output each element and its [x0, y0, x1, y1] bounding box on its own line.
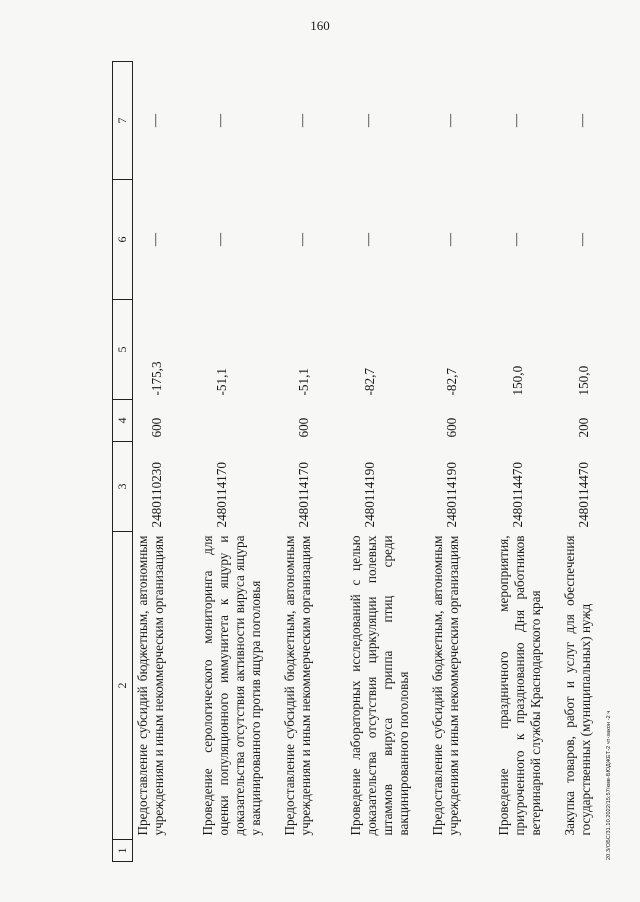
footer-code-text: 20.3/ОБС/31.10.2022/15:57/кмв-БЮДЖЕТ-2 чт-закон -2 ч [606, 710, 612, 860]
row-col7: — [442, 113, 458, 128]
row-code: 2480114470 [576, 462, 592, 528]
row-name: Проведение лабораторных исследований с целью доказательства отсутствия циркуляции полевых штаммов вируса гриппа птиц среди вакцинированного поголовья [348, 535, 412, 836]
row-value: 150,0 [510, 365, 526, 396]
row-value: -82,7 [362, 368, 378, 396]
row-col7: — [360, 113, 376, 128]
col-header-1: 1 [113, 840, 133, 862]
row-col6: — [574, 232, 590, 247]
row-col7: — [294, 113, 310, 128]
col-header-3: 3 [113, 442, 133, 532]
table-row [494, 62, 560, 862]
row-col7: — [574, 113, 590, 128]
table-row [280, 62, 346, 862]
row-number [494, 840, 560, 862]
col-header-4: 4 [113, 400, 133, 442]
document-footer-code [606, 520, 620, 860]
page-number: 160 [310, 18, 330, 33]
row-col6: — [442, 232, 458, 247]
row-col6: — [360, 232, 376, 247]
table-row [132, 62, 198, 862]
row-code: 2480114190 [444, 462, 460, 528]
table-row [346, 62, 428, 862]
row-value: -175,3 [148, 361, 164, 396]
row-code: 2480114170 [214, 462, 230, 528]
row-col6: — [508, 232, 524, 247]
row-type: 600 [148, 417, 164, 438]
row-number [346, 840, 428, 862]
row-col7: — [212, 113, 228, 128]
row-col7: — [146, 113, 162, 128]
budget-table [112, 62, 602, 862]
row-number [280, 840, 346, 862]
row-col6: — [294, 232, 310, 247]
row-type: 600 [444, 417, 460, 438]
row-number [560, 840, 610, 862]
row-value: -51,1 [214, 368, 230, 396]
row-name: Предоставление субсидий бюджетным, автономным учреждениям и иным некоммерческим организациям [430, 535, 462, 836]
row-code: 2480114170 [296, 462, 312, 528]
table-row [560, 62, 610, 862]
row-name: Предоставление субсидий бюджетным, автономным учреждениям и иным некоммерческим организациям [282, 535, 314, 836]
row-number [132, 840, 198, 862]
row-type: 600 [296, 417, 312, 438]
row-value: -51,1 [296, 368, 312, 396]
header-row [113, 62, 133, 862]
row-col6: — [212, 232, 228, 247]
col-header-5: 5 [113, 300, 133, 400]
row-name: Закупка товаров, работ и услуг для обеспечения государственных (муниципальных) нужд [562, 535, 594, 836]
row-type [494, 400, 560, 442]
row-type: 200 [576, 417, 592, 438]
rotated-table-wrapper [112, 62, 594, 862]
col-header-2: 2 [113, 532, 133, 840]
table-row [428, 62, 494, 862]
row-value: 150,0 [576, 365, 592, 396]
row-col6: — [146, 232, 162, 247]
row-code: 2480114190 [362, 462, 378, 528]
row-value: -82,7 [444, 368, 460, 396]
row-number [198, 840, 280, 862]
budget-table-grid [112, 61, 610, 862]
row-name: Проведение праздничного мероприятия, приуроченного к празднованию Дня работников ветеринарной службы Краснодарского края [496, 535, 544, 836]
row-code: 2480114470 [510, 462, 526, 528]
row-type [346, 400, 428, 442]
row-name: Предоставление субсидий бюджетным, автономным учреждениям и иным некоммерческим организациям [134, 535, 166, 836]
row-code: 2480110230 [148, 462, 164, 528]
row-type [198, 400, 280, 442]
row-number [428, 840, 494, 862]
table-body [132, 62, 610, 862]
table-row [198, 62, 280, 862]
col-header-6: 6 [113, 180, 133, 300]
col-header-7: 7 [113, 62, 133, 180]
row-name: Проведение серологического мониторинга для оценки популяционного иммунитета к ящуру и доказательства отсутствия активности вируса ящура у вакцинированного против ящура поголовья [200, 535, 264, 836]
row-col7: — [508, 113, 524, 128]
